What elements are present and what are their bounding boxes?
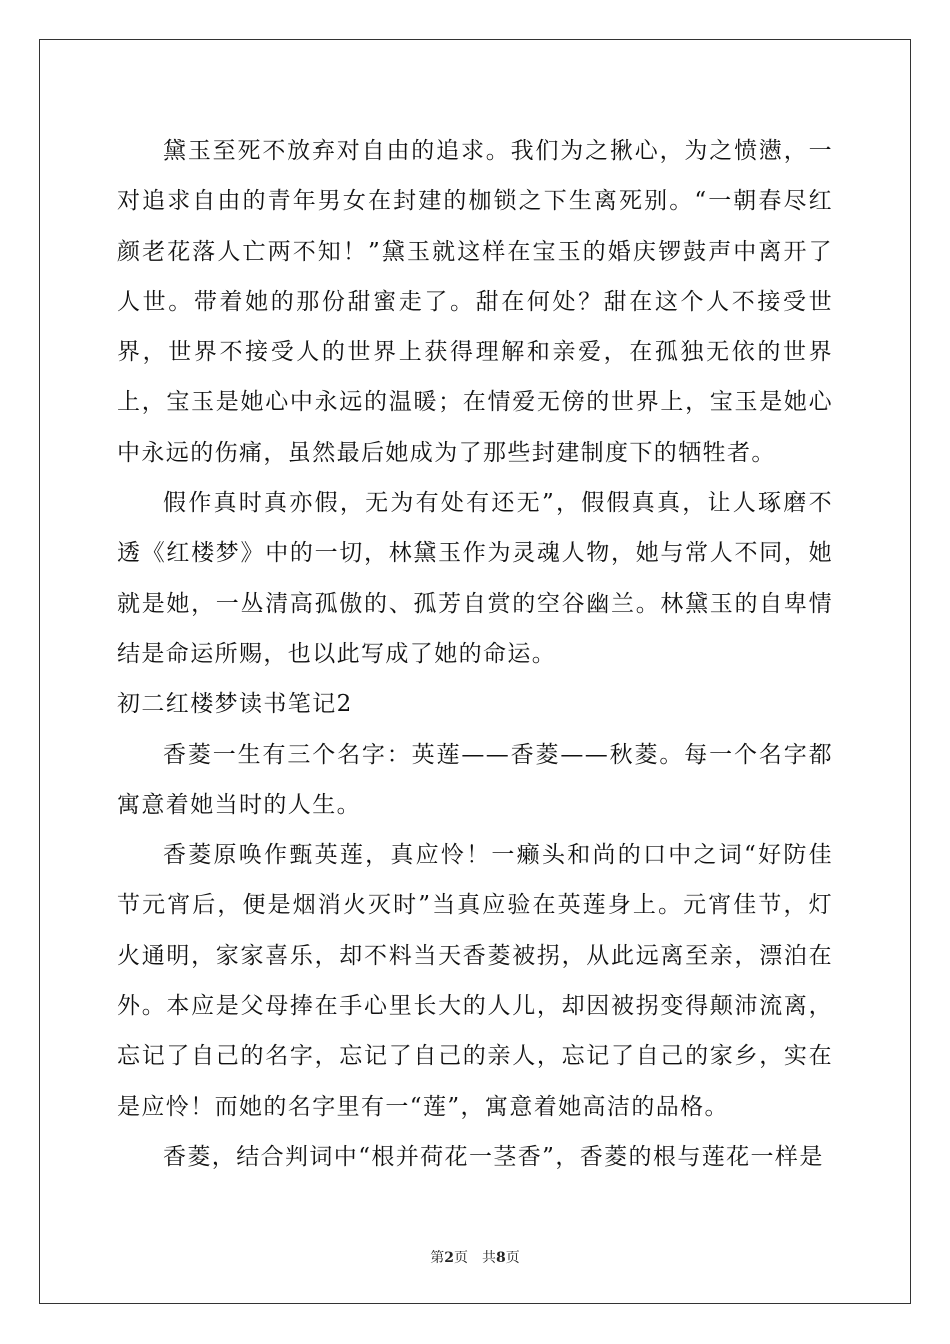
section-heading: 初二红楼梦读书笔记2 <box>117 691 353 718</box>
page-number: 2 <box>444 1250 454 1266</box>
page-footer <box>0 1247 950 1267</box>
paragraph-2: 假作真时真亦假，无为有处有还无”，假假真真，让人琢磨不透《红楼梦》中的一切，林黛玉作为灵魂人物，她与常人不同，她就是她，一丛清高孤傲的、孤芳自赏的空谷幽兰。林黛玉的自卑情结是命运所赐，也以此写成了她的命运。 <box>117 490 833 667</box>
page-suffix: 页 <box>454 1250 468 1266</box>
page-prefix: 第 <box>430 1250 445 1266</box>
total-pages: 8 <box>496 1250 506 1266</box>
paragraph-4: 香菱原唤作甄英莲，真应怜！一癞头和尚的口中之词“好防佳节元宵后，便是烟消火灭时”当真应验在英莲身上。元宵佳节，灯火通明，家家喜乐，却不料当天香菱被拐，从此远离至亲，漂泊在外。本应是父母捧在手心里长大的人儿，却因被拐变得颠沛流离，忘记了自己的名字，忘记了自己的亲人，忘记了自己的家乡，实在是应怜！而她的名字里有一“莲”，寓意着她高洁的品格。 <box>117 842 833 1120</box>
paragraph-3: 香菱一生有三个名字：英莲——香菱——秋菱。每一个名字都寓意着她当时的人生。 <box>117 741 833 818</box>
total-suffix: 页 <box>505 1250 520 1266</box>
paragraph-1: 黛玉至死不放弃对自由的追求。我们为之揪心，为之愤懑，一对追求自由的青年男女在封建的枷锁之下生离死别。“一朝春尽红颜老花落人亡两不知！”黛玉就这样在宝玉的婚庆锣鼓声中离开了人世。带着她的那份甜蜜走了。甜在何处？甜在这个人不接受世界，世界不接受人的世界上获得理解和亲爱，在孤独无依的世界上，宝玉是她心中永远的温暖；在情爱无傍的世界上，宝玉是她心中永远的伤痛，虽然最后她成为了那些封建制度下的牺牲者。 <box>117 138 833 466</box>
total-prefix: 共 <box>482 1250 496 1266</box>
paragraph-5: 香菱，结合判词中“根并荷花一茎香”，香菱的根与莲花一样是 <box>163 1143 824 1170</box>
document-body <box>117 126 833 1182</box>
